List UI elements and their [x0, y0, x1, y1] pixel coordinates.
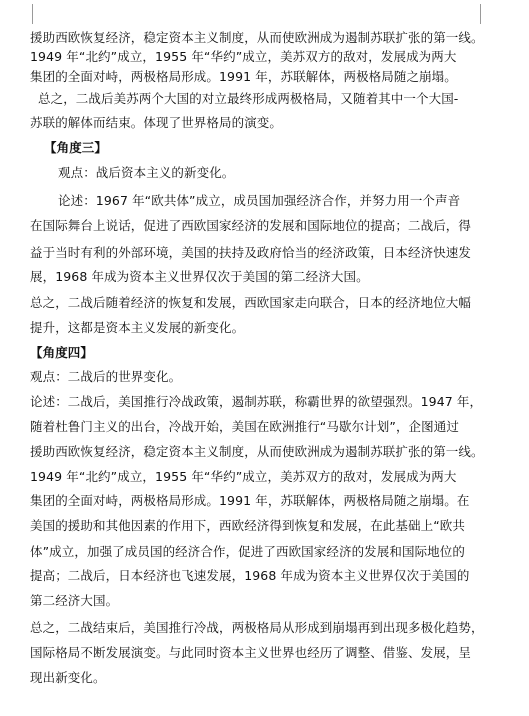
top-left-margin-mark [22, 4, 33, 24]
text-line: 益于当时有利的外部环境，美国的扶持及政府恰当的经济政策，日本经济快速发 [30, 245, 472, 260]
text-line: 总之，二战后美苏两个大国的对立最终形成两极格局，又随着其中一个大国- [38, 91, 459, 106]
text-line: 国际格局不断发展演变。与此同时资本主义世界也经历了调整、借鉴、发展，呈 [30, 645, 472, 660]
text-line: 观点：战后资本主义的新变化。 [58, 165, 235, 180]
text-line: 提升，这都是资本主义发展的新变化。 [30, 320, 245, 335]
text-line: 论述：二战后，美国推行冷战政策，遏制苏联，称霸世界的欲望强烈。1947 年， [30, 394, 483, 409]
text-line: 观点：二战后的世界变化。 [30, 369, 182, 384]
text-line: 援助西欧恢复经济，稳定资本主义制度，从而使欧洲成为遏制苏联扩张的第一线。 [30, 30, 484, 45]
text-line: 总之，二战结束后，美国推行冷战，两极格局从形成到崩塌再到出现多极化趋势， [30, 620, 484, 635]
text-line: 美国的援助和其他因素的作用下，西欧经济得到恢复和发展，在此基础上“欧共 [30, 518, 465, 533]
text-line: 提高；二战后，日本经济也飞速发展，1968 年成为资本主义世界仅次于美国的 [30, 568, 470, 583]
text-line: 现出新变化。 [30, 670, 106, 685]
text-line: 第二经济大国。 [30, 593, 119, 608]
text-line: 苏联的解体而结束。体现了世界格局的演变。 [30, 115, 283, 130]
text-line: 集团的全面对峙，两极格局形成。1991 年，苏联解体，两极格局随之崩塌。在 [30, 493, 470, 508]
text-line: 随着杜鲁门主义的出台，冷战开始，美国在欧洲推行“马歇尔计划”，企图通过 [30, 419, 459, 434]
text-line: 论述：1967 年“欧共体”成立，成员国加强经济合作，并努力用一个声音 [58, 193, 461, 208]
top-right-margin-mark [480, 4, 491, 24]
text-line: 援助西欧恢复经济，稳定资本主义制度，从而使欧洲成为遏制苏联扩张的第一线。 [30, 444, 484, 459]
text-line: 1949 年“北约”成立，1955 年“华约”成立，美苏双方的敌对，发展成为两大 [30, 469, 457, 484]
text-line: 体”成立，加强了成员国的经济合作，促进了西欧国家经济的发展和国际地位的 [30, 544, 465, 559]
text-line: 总之，二战后随着经济的恢复和发展，西欧国家走向联合，日本的经济地位大幅 [30, 295, 472, 310]
text-line: 在国际舞台上说话，促进了西欧国家经济的发展和国际地位的提高；二战后，得 [30, 218, 472, 233]
text-line: 展，1968 年成为资本主义世界仅次于美国的第二经济大国。 [30, 269, 369, 284]
text-line: 1949 年“北约”成立，1955 年“华约”成立，美苏双方的敌对，发展成为两大 [30, 49, 457, 64]
section-heading: 【角度四】 [30, 345, 94, 360]
section-heading: 【角度三】 [44, 140, 108, 155]
text-line: 集团的全面对峙，两极格局形成。1991 年，苏联解体，两极格局随之崩塌。 [30, 69, 457, 84]
